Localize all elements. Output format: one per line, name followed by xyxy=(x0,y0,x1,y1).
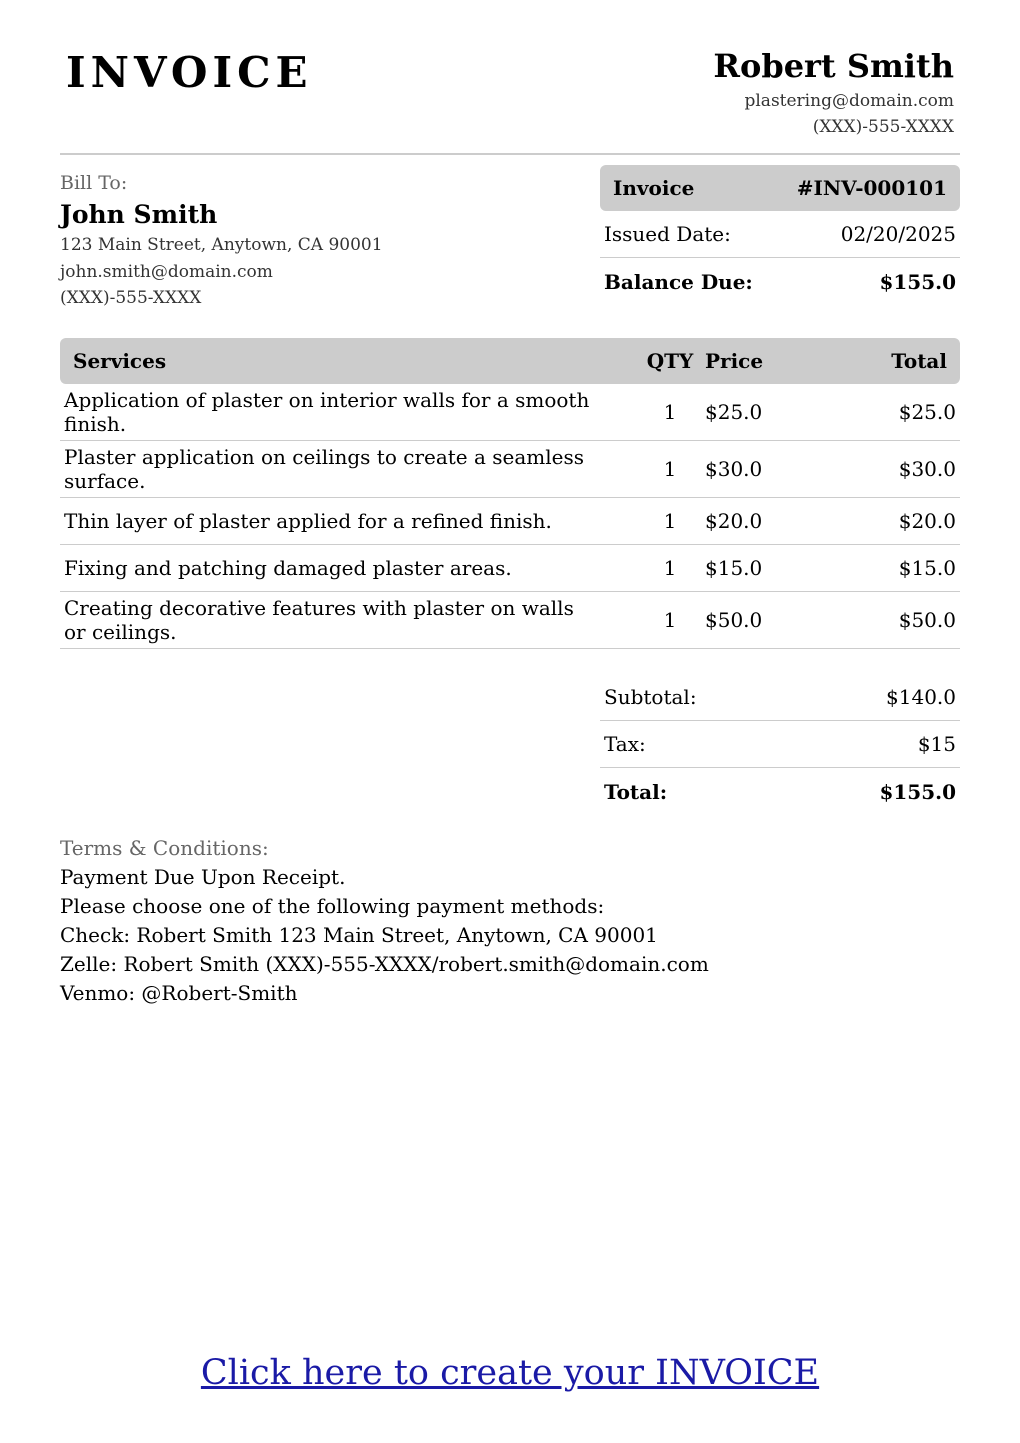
service-qty: 1 xyxy=(663,509,677,533)
service-total: $50.0 xyxy=(898,608,956,632)
bill-to-phone: (XXX)-555-XXXX xyxy=(60,288,202,308)
issued-date-row xyxy=(600,211,960,258)
table-row xyxy=(60,545,960,592)
service-price: $30.0 xyxy=(705,457,763,481)
balance-due-value: $155.0 xyxy=(879,269,956,294)
table-row xyxy=(60,441,960,498)
sender-email: plastering@domain.com xyxy=(744,91,954,111)
grand-total-row xyxy=(600,768,960,815)
header-divider xyxy=(60,153,960,155)
service-qty: 1 xyxy=(663,457,677,481)
tax-row xyxy=(600,721,960,768)
sender-name: Robert Smith xyxy=(713,47,954,85)
balance-due-row xyxy=(600,258,960,305)
service-total: $30.0 xyxy=(898,457,956,481)
bill-to-email: john.smith@domain.com xyxy=(60,261,273,282)
invoice-meta xyxy=(600,165,960,305)
issued-date-label: Issued Date: xyxy=(604,222,731,246)
terms-label: Terms & Conditions: xyxy=(60,836,269,860)
service-description: Plaster application on ceilings to create a seamless surface. xyxy=(64,445,585,493)
table-row xyxy=(60,498,960,545)
terms-line: Payment Due Upon Receipt. xyxy=(60,865,346,889)
service-price: $50.0 xyxy=(705,608,763,632)
service-description: Creating decorative features with plaster on walls or ceilings. xyxy=(64,596,574,644)
terms-line: Please choose one of the following payment methods: xyxy=(60,894,605,918)
create-invoice-cta xyxy=(60,1348,960,1398)
service-total: $15.0 xyxy=(898,556,956,580)
service-description: Thin layer of plaster applied for a refined finish. xyxy=(64,509,552,533)
service-total: $20.0 xyxy=(898,509,956,533)
bill-to-label: Bill To: xyxy=(60,172,128,194)
invoice-page xyxy=(60,0,960,1443)
sender-info xyxy=(713,44,954,140)
services-table xyxy=(60,338,960,649)
create-invoice-link[interactable]: Click here to create your INVOICE xyxy=(200,1353,820,1393)
grand-total-label: Total: xyxy=(604,779,668,804)
bill-to-address: 123 Main Street, Anytown, CA 90001 xyxy=(60,235,383,255)
service-description: Fixing and patching damaged plaster areas. xyxy=(64,556,512,580)
sender-phone: (XXX)-555-XXXX xyxy=(812,117,954,137)
subtotal-value: $140.0 xyxy=(886,685,956,709)
terms-line: Venmo: @Robert-Smith xyxy=(60,981,298,1005)
service-total: $25.0 xyxy=(898,400,956,424)
service-qty: 1 xyxy=(663,556,677,580)
table-row xyxy=(60,592,960,649)
bill-to-name: John Smith xyxy=(60,200,218,229)
qty-column-header: QTY xyxy=(646,349,694,373)
issued-date-value: 02/20/2025 xyxy=(840,222,956,246)
service-qty: 1 xyxy=(663,608,677,632)
subtotal-label: Subtotal: xyxy=(604,685,697,709)
service-price: $15.0 xyxy=(705,556,763,580)
terms-line: Check: Robert Smith 123 Main Street, Anytown, CA 90001 xyxy=(60,923,658,947)
balance-due-label: Balance Due: xyxy=(604,269,753,294)
invoice-title: INVOICE xyxy=(66,48,313,97)
tax-label: Tax: xyxy=(604,732,646,756)
price-column-header: Price xyxy=(705,349,764,373)
table-row xyxy=(60,384,960,441)
service-description: Application of plaster on interior walls for a smooth finish. xyxy=(64,388,590,436)
subtotal-row xyxy=(600,674,960,721)
total-column-header: Total xyxy=(891,349,947,373)
tax-value: $15 xyxy=(917,732,956,756)
services-table-header xyxy=(60,338,960,384)
invoice-label: Invoice xyxy=(613,176,695,200)
service-price: $25.0 xyxy=(705,400,763,424)
invoice-number-header xyxy=(600,165,960,211)
totals-section xyxy=(600,674,960,815)
terms-line: Zelle: Robert Smith (XXX)-555-XXXX/robert.smith@domain.com xyxy=(60,952,709,976)
grand-total-value: $155.0 xyxy=(879,779,956,804)
terms-section xyxy=(60,834,960,1008)
service-qty: 1 xyxy=(663,400,677,424)
invoice-number: #INV-000101 xyxy=(796,176,947,200)
bill-to-section xyxy=(60,170,580,312)
services-column-header: Services xyxy=(73,349,167,373)
service-price: $20.0 xyxy=(705,509,763,533)
